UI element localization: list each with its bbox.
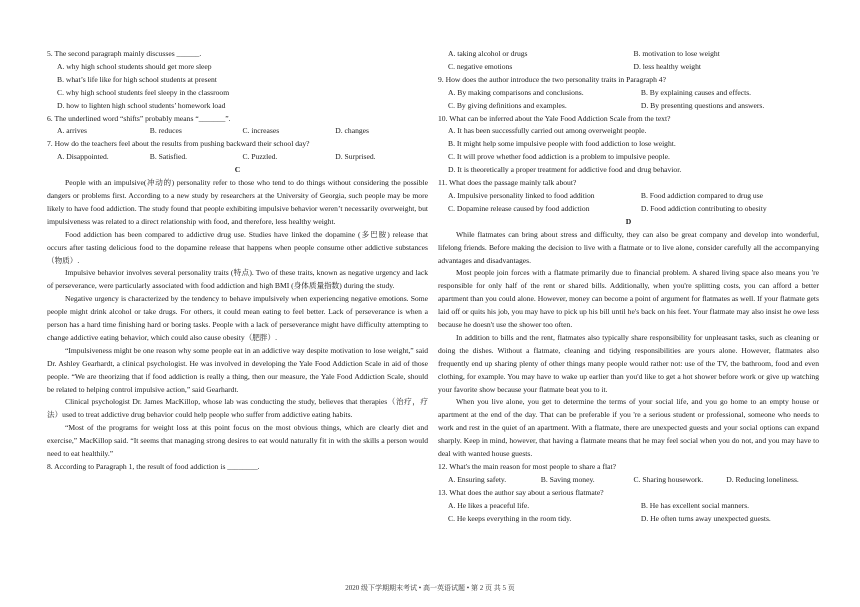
q6-option-a: A. arrives	[57, 126, 87, 136]
q7-option-c: C. Puzzled.	[242, 152, 278, 162]
section-d-heading: D	[625, 216, 632, 226]
q7-option-b: B. Satisfied.	[149, 152, 188, 162]
q5-stem: 5. The second paragraph mainly discusses ______.	[47, 49, 202, 58]
q10-option-b: B. It might help some impulsive people with food addiction to lose weight.	[448, 139, 676, 149]
q8-option-c: C. negative emotions	[448, 61, 513, 71]
left-column	[47, 48, 428, 474]
q11-option-a: A. Impulsive personality linked to food addition	[448, 190, 595, 200]
q6-option-d: D. changes	[335, 126, 369, 136]
q7-option-a: A. Disappointed.	[57, 152, 109, 162]
q8-options-row-1	[438, 48, 819, 61]
q6-stem: 6. The underlined word “shifts” probably means “_______”.	[47, 113, 231, 123]
q13-option-a: A. He likes a peaceful life.	[448, 500, 530, 510]
q13-option-d: D. He often turns away unexpected guests.	[640, 513, 771, 523]
q11-option-b: B. Food addiction compared to drug use	[640, 190, 764, 200]
section-c-heading: C	[234, 165, 241, 175]
q9-stem: 9. How does the author introduce the two personality traits in Paragraph 4?	[438, 74, 666, 84]
q9-option-c: C. By giving definitions and examples.	[448, 100, 567, 110]
q12-stem: 12. What's the main reason for most people to share a flat?	[438, 462, 616, 471]
q8-option-d: D. less healthy weight	[633, 61, 701, 71]
passage-c-para-2: Food addiction has been compared to addictive drug use. Studies have linked the dopamine (多巴胺) release that occurs after tasting delicious food to the dopamine release that happens when people consume other addictive substances（物质）.	[47, 229, 428, 265]
q10-option-a: A. It has been successfully carried out among overweight people.	[448, 126, 647, 136]
q9-options-row-2	[438, 100, 819, 113]
q11-option-d: D. Food addiction contributing to obesity	[640, 203, 767, 213]
passage-c-para-6: Clinical psychologist Dr. James MacKillop, whose lab was conducting the study, believes that therapies（治疗，疗法）used to treat addictive drug behavior could help people who suffer from addictive eating habits.	[47, 397, 428, 420]
q13-options-row-2	[438, 513, 819, 526]
q13-stem: 13. What does the author say about a serious flatmate?	[438, 487, 604, 497]
q9-options-row-1	[438, 87, 819, 100]
passage-c-para-7: “Most of the programs for weight loss at this point focus on the most obvious things, which are clearly diet and exercise,” MacKillop said. “It seems that managing strong desires to eat would naturally fit in with the skills a person would need to eat healthily.”	[47, 423, 428, 459]
q8-option-b: B. motivation to lose weight	[633, 49, 720, 58]
page-footer: 2020 级下学期期末考试 • 高一英语试题 • 第 2 页 共 5 页	[345, 584, 515, 592]
passage-d-para-4: When you live alone, you get to determine the terms of your social life, and you go home to an empty house or apartment at the end of the day. That can be preferable if you 're a serious student or professional, someone who needs to work and rest in the quiet of an apartment. With a flatmate, there are unexpected guests and your social options can expand sharply. Keep in mind, however, that having a flatmate means that he may feel social when you do not, and you may have to deal with wanted house guests.	[438, 397, 819, 459]
q13-option-c: C. He keeps everything in the room tidy.	[448, 513, 572, 523]
q8-options-row-2	[438, 61, 819, 74]
q6-options	[47, 125, 428, 138]
q11-options-row-1	[438, 190, 819, 203]
q9-option-b: B. By explaining causes and effects.	[640, 87, 752, 97]
q12-option-d: D. Reducing loneliness.	[726, 474, 799, 484]
q12-options	[438, 474, 819, 487]
right-column	[438, 48, 819, 526]
q7-option-d: D. Surprised.	[335, 152, 376, 162]
q12-option-c: C. Sharing housework.	[633, 474, 704, 484]
q6-option-b: B. reduces	[149, 126, 182, 136]
q5-option-d: D. how to lighten high school students’ homework load	[57, 100, 226, 110]
q11-stem: 11. What does the passage mainly talk about?	[438, 178, 577, 188]
passage-d-para-1: While flatmates can bring about stress and difficulty, they can also be great company and develop into wonderful, lifelong friends. Before making the decision to live with a flatmate or to live alone, consider carefully all the accompanying advantages and disadvantages.	[438, 229, 819, 265]
q12-option-a: A. Ensuring safety.	[448, 474, 507, 484]
q5-option-a: A. why high school students should get more sleep	[57, 61, 212, 71]
q5-option-b: B. what’s life like for high school students at present	[57, 74, 217, 84]
q11-options-row-2	[438, 203, 819, 216]
q13-options-row-1	[438, 500, 819, 513]
q7-stem: 7. How do the teachers feel about the results from pushing backward their school day?	[47, 139, 310, 149]
passage-d-para-2: Most people join forces with a flatmate primarily due to financial problem. A shared living space also means you 're responsible for only half of the rent or shared bills. Additionally, when you're splitting costs, you can afford a better apartment than you could alone. However, money can become a point of argument for flatmates as well. If your flatmate gets laid off or quits his job, you may have to pick up his bill until he's back on his feet. Your flatmate may also insist he owe less because he doesn't use the shower too often.	[438, 268, 819, 330]
q8-stem: 8. According to Paragraph 1, the result of food addiction is ________.	[47, 462, 260, 471]
passage-d-para-3: In addition to bills and the rent, flatmates also typically share responsibility for unpleasant tasks, such as cleaning or doing the dishes. Without a flatmate, cleaning and tidying responsibilities are yours alone. However, flatmates also frequently end up sharing plenty of other things many people would rather not: use of the TV, the bathroom, food and even clothing, for example. You may have to wake up earlier than you'd like to get a hot shower before work or give up watching your favorite show because your flatmate beat you to it.	[438, 332, 819, 394]
q7-options	[47, 151, 428, 164]
passage-c-para-1: People with an impulsive(冲动的) personality refer to those who tend to do things without considering the possible dangers or problems first. According to a new study by researchers at the University of Georgia, such people may be more likely to have food addiction. The study found that people exhibiting impulsive behavior weren’t necessarily overweight, but impulsiveness was related to a direct relationship with food, and therefore, less healthy weight.	[47, 178, 428, 226]
q10-stem: 10. What can be inferred about the Yale Food Addiction Scale from the text?	[438, 113, 671, 123]
q9-option-a: A. By making comparisons and conclusions.	[448, 87, 584, 97]
passage-c-para-4: Negative urgency is characterized by the tendency to behave impulsively when experiencing negative emotions. Some people might drink alcohol or take drugs. For others, it could mean eating to feel better. Lack of perseverance is when a person has a hard time finishing hard or boring tasks. People with a lack of perseverance might have difficulty attempting to change addictive eating behavior, which could also cause obesity（肥胖）.	[47, 294, 428, 342]
passage-c-para-3: Impulsive behavior involves several personality traits (特点). Two of these traits, known as negative urgency and lack of perseverance, were particularly associated with food addiction and high BMI (身体质量指数) during the study.	[47, 268, 428, 291]
q12-option-b: B. Saving money.	[540, 474, 595, 484]
q13-option-b: B. He has excellent social manners.	[640, 500, 750, 510]
q10-option-c: C. It will prove whether food addiction is a problem to impulsive people.	[448, 152, 670, 162]
q9-option-d: D. By presenting questions and answers.	[640, 100, 765, 110]
q6-option-c: C. increases	[242, 126, 280, 136]
q10-option-d: D. It is theoretically a proper treatment for addictive food and drug behavior.	[448, 165, 682, 175]
q11-option-c: C. Dopamine release caused by food addiction	[448, 203, 590, 213]
q8-option-a: A. taking alcohol or drugs	[448, 49, 528, 58]
q5-option-c: C. why high school students feel sleepy in the classroom	[57, 87, 230, 97]
passage-c-para-5: “Impulsiveness might be one reason why some people eat in an addictive way despite motivation to lose weight,” said Dr. Ashley Gearhardt, a clinical psychologist. He was involved in developing the Yale Food Addiction Scale in aid of those people. “We are theorizing that if food addiction is really a thing, then our measure, the Yale Food Addiction Scale, should be related to helping control impulsive action,” said Gearhardt.	[47, 345, 428, 394]
